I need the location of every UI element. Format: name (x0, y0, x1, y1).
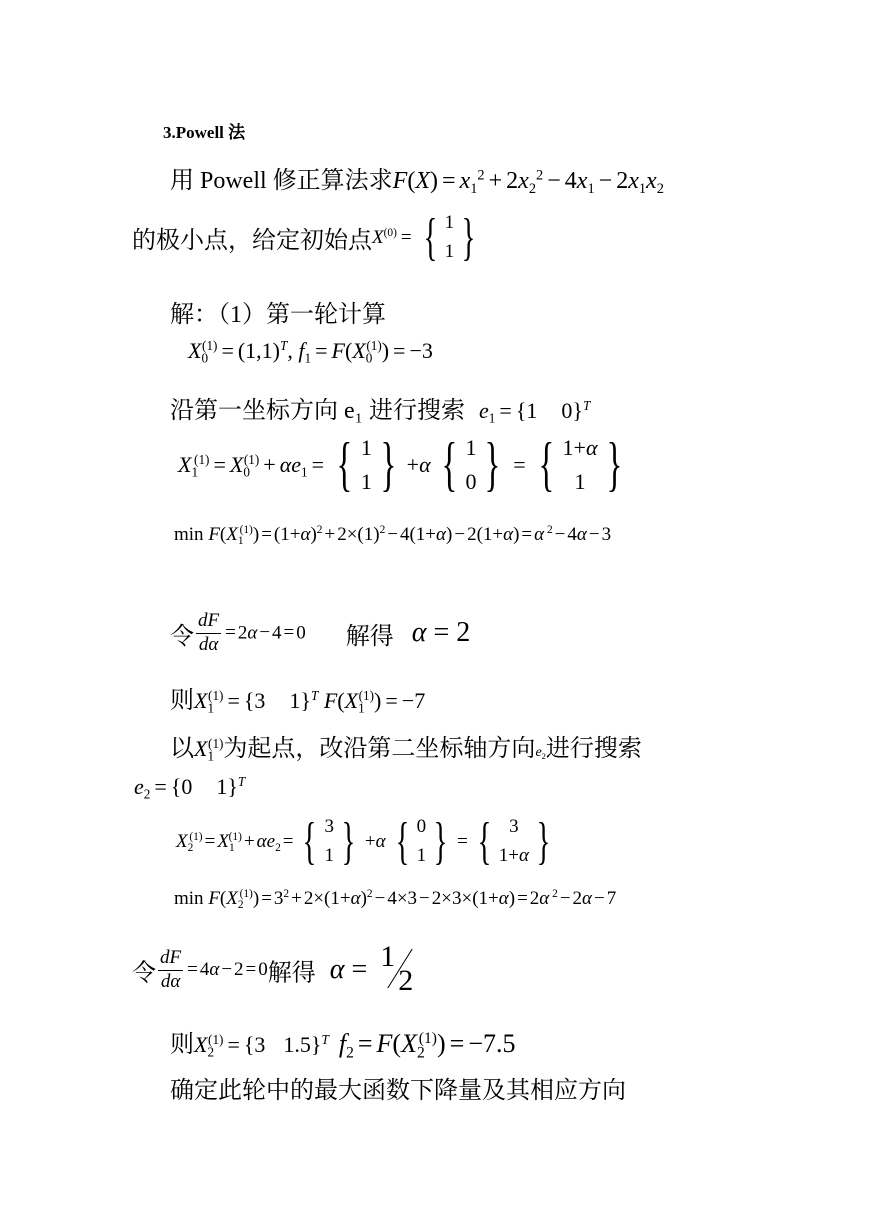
e2-definition: $e_2 = \{0$ 1}$^T$ (134, 774, 246, 802)
from-text-3: 进行搜索 (545, 736, 642, 762)
search-e1-line: 沿第一坐标方向 e₁ 进行搜索 $e_1 = \{1$ 0}$^T$ (170, 398, 591, 426)
half-fraction: 1 2 (380, 940, 414, 997)
search-e1-text: 沿第一坐标方向 e₁ 进行搜索 (170, 398, 466, 424)
then-label-1: 则 (170, 688, 194, 714)
minF-line-2: $\min F(X_2^{(1)}) = 3^2 + 2\times(1+\alpha)^2 - 4\times 3 - 2\times 3\times(1+\alpha) = 2\alpha$ $^2$ − 2α − 7 (174, 888, 617, 911)
function-def: F (392, 168, 408, 194)
from-line: 以$X_1^{(1)}$为起点，改沿第二坐标轴方向$e_2$进行搜索 (170, 736, 642, 764)
FX11-value: −7 (401, 688, 426, 713)
let-label-1: 令 (170, 623, 194, 650)
x2-second-component: 1.5 (283, 1032, 311, 1057)
x1-expression: $X_1^{(1)} = X_0^{(1)} + \alpha e_1$ = { 1 1 } +α { 1 0 } = { 1+α 1 } (178, 431, 622, 497)
solve-label-1: 解得 (345, 623, 394, 650)
step1-label: 解：（1）第一轮计算 (170, 302, 386, 328)
conclusion-text: 确定此轮中的最大函数下降量及其相应方向 (170, 1078, 626, 1104)
intro-line-1: 用 Powell 修正算法求$F(X) = x_1^2 + 2x_2^2 - 4x_1 - 2x_1x_2$ (170, 167, 664, 198)
x2-expression: $X_2^{(1)} = X_1^{(1)} + \alpha e_2$ = { 3 1 } +α { 0 1 } = { 3 1+α } (176, 813, 551, 870)
then-line-2: 则$X_2^{(1)} = \{3$ 1.5}$^T$ $f_2 = F(X_2^{(1)}) = -7.5$ (170, 1029, 516, 1062)
intro-text-2: 的极小点，给定初始点 (132, 228, 372, 254)
intro-line-2: 的极小点，给定初始点$X^{(0)}$ = { 1 1 } (132, 208, 483, 267)
then-line-1: 则$X_1^{(1)} = \{3$ 1}$^T$ $F(X_1^{(1)}) = -7$ (170, 688, 426, 716)
initial-point-vector: { 1 1 } (423, 209, 476, 266)
intro-text-1: 用 Powell 修正算法求 (170, 168, 393, 194)
derivative-line-2: 令 $\frac{dF}{d\alpha}$ = 4α − 2 = 0解得 α = 1 2 (132, 944, 418, 996)
alpha1-value: 2 (456, 617, 471, 649)
f2-value: −7.5 (468, 1029, 516, 1058)
from-text-1: 以 (170, 736, 194, 762)
derivative-line-1: 令 $\frac{dF}{d\alpha}$ = 2α − 4 = 0 解得 α = 2 (170, 610, 471, 655)
from-text-2: 为起点，改沿第二坐标轴方向 (223, 736, 536, 762)
section-heading: 3.Powell 法 (163, 123, 246, 142)
let-label-2: 令 (132, 960, 156, 987)
x0-line: $X_0^{(1)} = (1,1)^T$, $f_1 = F(X_0^{(1)}) = -3$ (188, 338, 433, 366)
then-label-2: 则 (170, 1032, 194, 1058)
solve-label-2: 解得 (267, 960, 316, 987)
f1-value: −3 (409, 338, 433, 363)
minF-line-1: $\min F(X_1^{(1)}) = (1+\alpha)^2 + 2\times(1)^2 - 4(1+\alpha) - 2(1+\alpha) = \alpha$ $^2$ − 4α − 3 (174, 524, 612, 547)
